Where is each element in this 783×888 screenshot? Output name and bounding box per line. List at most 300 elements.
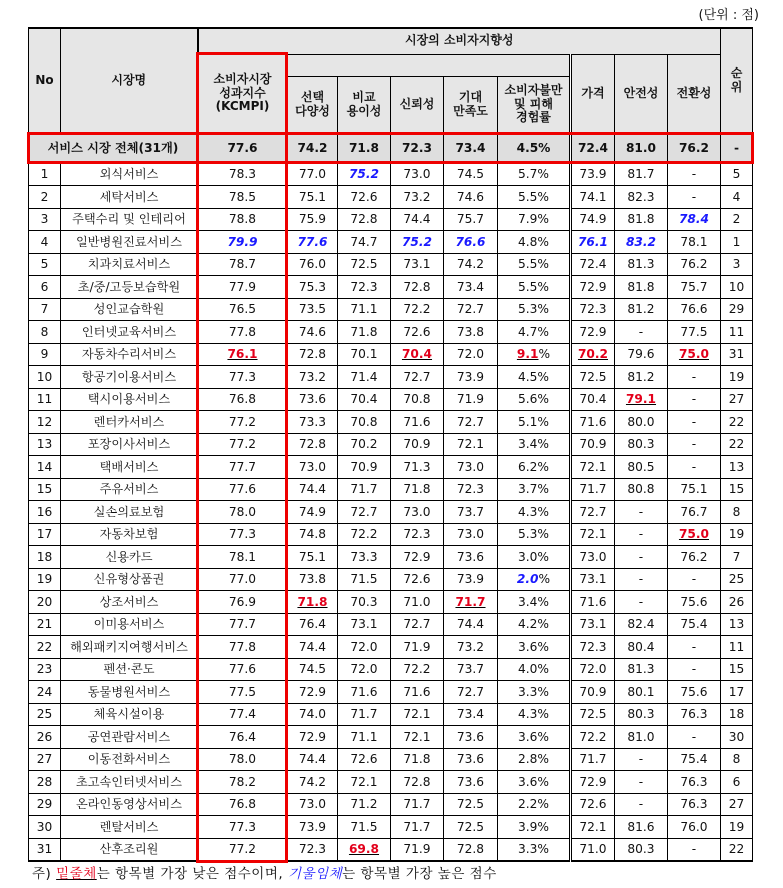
score-cell: 70.3	[338, 591, 391, 614]
rank-cell: 1	[721, 231, 753, 254]
score-cell: 73.9	[444, 366, 498, 389]
market-name: 초고속인터넷서비스	[61, 771, 198, 794]
score-cell: 76.4	[288, 613, 338, 636]
highest-score: 79.9	[227, 234, 258, 249]
score-cell: 77.0	[288, 163, 338, 186]
total-label: 서비스 시장 전체(31개)	[29, 133, 198, 163]
score-cell: 4.0%	[498, 658, 571, 681]
score-cell: 72.5	[571, 703, 615, 726]
score-cell: 3.0%	[498, 546, 571, 569]
lowest-score: 71.7	[455, 594, 486, 609]
row-number: 26	[29, 726, 61, 749]
score-cell: 74.9	[288, 501, 338, 524]
score-cell: -	[615, 771, 668, 794]
score-cell: 74.7	[338, 231, 391, 254]
score-cell: 80.3	[615, 433, 668, 456]
score-cell: 71.8	[391, 478, 444, 501]
score-cell: 3.4%	[498, 591, 571, 614]
table-row	[29, 366, 753, 389]
row-number: 29	[29, 793, 61, 816]
footnote-highest-term: 기울임체	[287, 866, 343, 882]
kcmpi-cell: 76.9	[198, 591, 288, 614]
score-cell: 2.0%	[498, 568, 571, 591]
kcmpi-cell: 77.2	[198, 433, 288, 456]
table-row	[29, 186, 753, 209]
score-cell: 75.6	[668, 681, 721, 704]
score-cell: -	[615, 501, 668, 524]
score-cell: -	[668, 456, 721, 479]
table-row	[29, 681, 753, 704]
score-cell: 71.7	[571, 478, 615, 501]
header-kcmpi: 소비자시장 성과지수 (KCMPI)	[198, 54, 288, 133]
score-cell: 82.4	[615, 613, 668, 636]
table-row	[29, 636, 753, 659]
row-number: 25	[29, 703, 61, 726]
kcmpi-cell: 77.7	[198, 456, 288, 479]
score-cell: 3.4%	[498, 433, 571, 456]
score-cell: -	[615, 793, 668, 816]
row-number: 28	[29, 771, 61, 794]
highest-score: 76.6	[455, 234, 486, 249]
score-cell: 72.8	[444, 838, 498, 861]
score-cell: 72.9	[288, 681, 338, 704]
score-cell: 72.6	[338, 748, 391, 771]
score-cell: 73.2	[444, 636, 498, 659]
score-cell: 3.7%	[498, 478, 571, 501]
score-cell: 70.9	[338, 456, 391, 479]
market-rows	[29, 163, 753, 861]
score-cell: -	[668, 366, 721, 389]
score-cell: 70.2	[338, 433, 391, 456]
score-cell	[668, 343, 721, 366]
score-cell: 72.2	[338, 523, 391, 546]
score-cell: 73.4	[444, 276, 498, 299]
score-cell: 75.3	[288, 276, 338, 299]
score-cell: 2.2%	[498, 793, 571, 816]
score-cell: 72.9	[391, 546, 444, 569]
table-row	[29, 478, 753, 501]
row-number: 14	[29, 456, 61, 479]
score-cell: -	[668, 388, 721, 411]
score-cell: 72.0	[338, 636, 391, 659]
score-cell: 74.9	[571, 208, 615, 231]
rank-cell: 19	[721, 366, 753, 389]
score-cell: 75.7	[444, 208, 498, 231]
market-name: 렌탈서비스	[61, 816, 198, 839]
footnote: 주) 밑줄체는 항목별 가장 낮은 점수이며, 기울임체는 항목별 가장 높은 점수	[32, 866, 497, 882]
score-cell: 71.1	[338, 726, 391, 749]
score-cell: 82.3	[615, 186, 668, 209]
market-name: 자동차수리서비스	[61, 343, 198, 366]
rank-cell: 15	[721, 478, 753, 501]
rank-cell: 15	[721, 658, 753, 681]
score-cell: 71.7	[571, 748, 615, 771]
highest-score: 2.0	[516, 572, 539, 587]
score-cell: 72.7	[391, 613, 444, 636]
table-row	[29, 388, 753, 411]
row-number: 20	[29, 591, 61, 614]
total-rank: -	[721, 133, 753, 163]
score-cell	[444, 231, 498, 254]
score-cell: -	[615, 546, 668, 569]
score-cell: 71.6	[338, 681, 391, 704]
lowest-score: 70.4	[401, 347, 433, 362]
score-cell: 3.6%	[498, 771, 571, 794]
rank-cell: 17	[721, 681, 753, 704]
score-cell: 3.6%	[498, 726, 571, 749]
rank-cell: 10	[721, 276, 753, 299]
row-number: 24	[29, 681, 61, 704]
lowest-score: 71.8	[297, 594, 328, 609]
table-row	[29, 703, 753, 726]
score-cell: -	[615, 591, 668, 614]
score-cell: 81.7	[615, 163, 668, 186]
score-cell: 71.1	[338, 298, 391, 321]
row-number: 19	[29, 568, 61, 591]
score-cell: 73.0	[444, 523, 498, 546]
rank-cell: 11	[721, 636, 753, 659]
score-cell: 81.6	[615, 816, 668, 839]
score-cell: 73.0	[444, 456, 498, 479]
score-cell: 72.8	[338, 208, 391, 231]
score-cell: 81.0	[615, 726, 668, 749]
score-cell: 71.9	[391, 636, 444, 659]
score-cell: 75.4	[668, 748, 721, 771]
rank-cell: 19	[721, 523, 753, 546]
score-cell: 80.3	[615, 703, 668, 726]
lowest-score: 75.0	[678, 527, 710, 542]
market-name: 인터넷교육서비스	[61, 321, 198, 344]
kcmpi-cell: 78.1	[198, 546, 288, 569]
score-cell: 73.6	[444, 546, 498, 569]
score-cell: 76.2	[668, 546, 721, 569]
rank-cell: 2	[721, 208, 753, 231]
kcmpi-cell: 77.2	[198, 838, 288, 861]
score-cell: 74.6	[444, 186, 498, 209]
score-cell	[288, 591, 338, 614]
score-cell: 73.1	[571, 568, 615, 591]
table-row	[29, 163, 753, 186]
score-cell: 5.6%	[498, 388, 571, 411]
score-cell: 75.4	[668, 613, 721, 636]
header-choice-diversity: 선택 다양성	[288, 76, 338, 133]
row-number: 3	[29, 208, 61, 231]
row-number: 12	[29, 411, 61, 434]
total-cell: 4.5%	[498, 133, 571, 163]
score-cell: 73.6	[444, 726, 498, 749]
score-cell: 72.9	[571, 276, 615, 299]
highest-score: 77.6	[297, 234, 328, 249]
kcmpi-cell: 76.8	[198, 793, 288, 816]
score-cell: -	[668, 568, 721, 591]
kcmpi-cell: 78.3	[198, 163, 288, 186]
score-cell: 5.5%	[498, 186, 571, 209]
score-cell: -	[668, 726, 721, 749]
score-cell: 79.6	[615, 343, 668, 366]
score-cell: 72.7	[338, 501, 391, 524]
table-row	[29, 343, 753, 366]
rank-cell: 27	[721, 388, 753, 411]
score-cell: 71.2	[338, 793, 391, 816]
score-cell	[391, 343, 444, 366]
score-cell: -	[615, 321, 668, 344]
kcmpi-cell: 77.4	[198, 703, 288, 726]
rank-cell: 27	[721, 793, 753, 816]
market-name: 산후조리원	[61, 838, 198, 861]
row-number: 21	[29, 613, 61, 636]
score-cell: 71.6	[571, 591, 615, 614]
market-name: 항공기이용서비스	[61, 366, 198, 389]
score-cell: 72.1	[338, 771, 391, 794]
score-cell: 72.5	[444, 816, 498, 839]
header-price: 가격	[571, 54, 615, 133]
score-cell: 4.8%	[498, 231, 571, 254]
score-cell: 9.1%	[498, 343, 571, 366]
score-cell: -	[668, 163, 721, 186]
score-cell	[668, 523, 721, 546]
total-cell: 73.4	[444, 133, 498, 163]
row-number: 18	[29, 546, 61, 569]
market-name: 온라인동영상서비스	[61, 793, 198, 816]
score-cell: 4.2%	[498, 613, 571, 636]
market-name: 주택수리 및 인테리어	[61, 208, 198, 231]
table-row	[29, 546, 753, 569]
score-cell: 74.2	[288, 771, 338, 794]
market-name: 일반병원진료서비스	[61, 231, 198, 254]
score-cell: 3.3%	[498, 838, 571, 861]
lowest-score: 75.0	[678, 347, 710, 362]
rank-cell: 8	[721, 748, 753, 771]
kcmpi-cell: 78.5	[198, 186, 288, 209]
lowest-score: 9.1	[516, 347, 539, 362]
score-cell: 71.7	[338, 478, 391, 501]
score-cell: 72.8	[288, 433, 338, 456]
score-cell: 76.7	[668, 501, 721, 524]
rank-cell: 26	[721, 591, 753, 614]
table-row	[29, 433, 753, 456]
total-cell: 72.3	[391, 133, 444, 163]
score-cell: 72.5	[444, 793, 498, 816]
kcmpi-cell: 77.7	[198, 613, 288, 636]
kcmpi-table	[28, 27, 753, 862]
kcmpi-cell: 78.8	[198, 208, 288, 231]
score-cell: 73.0	[391, 163, 444, 186]
kcmpi-cell: 78.0	[198, 501, 288, 524]
kcmpi-cell: 76.4	[198, 726, 288, 749]
rank-cell: 19	[721, 816, 753, 839]
row-number: 13	[29, 433, 61, 456]
table-row	[29, 253, 753, 276]
kcmpi-cell: 77.3	[198, 816, 288, 839]
score-cell: 73.3	[338, 546, 391, 569]
row-number: 16	[29, 501, 61, 524]
score-cell: 72.6	[391, 321, 444, 344]
score-cell: 72.7	[571, 501, 615, 524]
score-cell: 70.8	[391, 388, 444, 411]
kcmpi-cell: 77.5	[198, 681, 288, 704]
score-cell: -	[668, 658, 721, 681]
market-name: 택배서비스	[61, 456, 198, 479]
score-cell: 2.8%	[498, 748, 571, 771]
score-cell: 73.9	[571, 163, 615, 186]
score-cell: 76.2	[668, 253, 721, 276]
kcmpi-cell: 77.6	[198, 658, 288, 681]
score-cell: 72.6	[338, 186, 391, 209]
score-cell	[338, 838, 391, 861]
header-damage-rate: 소비자불만 및 피해 경험률	[498, 76, 571, 133]
score-cell: 6.2%	[498, 456, 571, 479]
score-cell: 72.2	[571, 726, 615, 749]
highest-score: 78.4	[678, 212, 710, 227]
score-cell: 72.6	[391, 568, 444, 591]
highest-score: 75.2	[348, 167, 380, 182]
rank-cell: 30	[721, 726, 753, 749]
unit-label: (단위 : 점)	[698, 8, 759, 23]
score-cell: 75.1	[288, 186, 338, 209]
rank-cell: 22	[721, 411, 753, 434]
score-cell: 80.8	[615, 478, 668, 501]
score-cell: 81.3	[615, 658, 668, 681]
score-cell: 73.6	[288, 388, 338, 411]
rank-cell: 5	[721, 163, 753, 186]
score-cell: 72.4	[571, 253, 615, 276]
kcmpi-cell: 76.8	[198, 388, 288, 411]
table-row	[29, 568, 753, 591]
score-cell: 73.0	[391, 501, 444, 524]
score-cell: 71.3	[391, 456, 444, 479]
market-name: 신용카드	[61, 546, 198, 569]
score-cell: 72.8	[288, 343, 338, 366]
score-cell: 74.4	[444, 613, 498, 636]
kcmpi-cell: 77.8	[198, 636, 288, 659]
kcmpi-cell	[198, 343, 288, 366]
score-cell: 71.7	[391, 816, 444, 839]
score-cell: 76.6	[668, 298, 721, 321]
score-cell: 81.8	[615, 276, 668, 299]
score-cell: 74.4	[288, 478, 338, 501]
score-cell: 73.0	[571, 546, 615, 569]
row-number: 10	[29, 366, 61, 389]
score-cell: 75.6	[668, 591, 721, 614]
table-row	[29, 793, 753, 816]
market-name: 택시이용서비스	[61, 388, 198, 411]
score-cell: 81.3	[615, 253, 668, 276]
market-name: 이동전화서비스	[61, 748, 198, 771]
score-cell: 72.1	[571, 523, 615, 546]
kcmpi-cell: 78.0	[198, 748, 288, 771]
score-cell: -	[668, 838, 721, 861]
score-cell: 72.1	[444, 433, 498, 456]
header-rank: 순 위	[721, 28, 753, 133]
table-row	[29, 321, 753, 344]
row-number: 22	[29, 636, 61, 659]
score-cell: 72.9	[288, 726, 338, 749]
header-market-name: 시장명	[61, 28, 198, 133]
header-switching: 전환성	[668, 54, 721, 133]
kcmpi-cell	[198, 231, 288, 254]
market-name: 상조서비스	[61, 591, 198, 614]
score-cell: 4.5%	[498, 366, 571, 389]
kcmpi-cell: 76.5	[198, 298, 288, 321]
row-number: 17	[29, 523, 61, 546]
score-cell	[288, 231, 338, 254]
score-cell: 72.6	[571, 793, 615, 816]
row-number: 4	[29, 231, 61, 254]
score-cell: 72.7	[444, 298, 498, 321]
market-name: 세탁서비스	[61, 186, 198, 209]
score-cell: 73.1	[391, 253, 444, 276]
score-cell: 71.8	[391, 748, 444, 771]
header-no: No	[29, 28, 61, 133]
score-cell: 73.8	[444, 321, 498, 344]
lowest-score: 76.1	[227, 347, 258, 362]
market-name: 체육시설이용	[61, 703, 198, 726]
score-cell: 3.9%	[498, 816, 571, 839]
score-cell: 72.0	[444, 343, 498, 366]
row-number: 31	[29, 838, 61, 861]
row-number: 30	[29, 816, 61, 839]
score-cell	[615, 231, 668, 254]
market-name: 동물병원서비스	[61, 681, 198, 704]
score-cell: -	[668, 433, 721, 456]
table-row	[29, 456, 753, 479]
score-cell: 74.0	[288, 703, 338, 726]
rank-cell: 8	[721, 501, 753, 524]
score-cell: -	[615, 748, 668, 771]
score-cell: 72.3	[338, 276, 391, 299]
table-row	[29, 276, 753, 299]
score-cell: 72.3	[288, 838, 338, 861]
score-cell: 70.9	[571, 681, 615, 704]
score-cell: 74.4	[288, 748, 338, 771]
kcmpi-cell: 77.2	[198, 411, 288, 434]
score-cell: 72.1	[571, 816, 615, 839]
score-cell: 80.3	[615, 838, 668, 861]
score-cell: 72.2	[391, 298, 444, 321]
kcmpi-cell: 77.8	[198, 321, 288, 344]
rank-cell: 11	[721, 321, 753, 344]
score-cell: -	[615, 523, 668, 546]
score-cell: 73.1	[571, 613, 615, 636]
score-cell: 75.7	[668, 276, 721, 299]
score-cell: 5.1%	[498, 411, 571, 434]
header-comparison-ease: 비교 용이성	[338, 76, 391, 133]
score-cell	[571, 231, 615, 254]
score-cell: 71.7	[338, 703, 391, 726]
highest-score: 75.2	[401, 234, 433, 249]
score-cell: 71.6	[391, 681, 444, 704]
rank-cell: 18	[721, 703, 753, 726]
kcmpi-cell: 77.0	[198, 568, 288, 591]
score-cell: 75.9	[288, 208, 338, 231]
total-row	[29, 133, 753, 163]
market-name: 주유서비스	[61, 478, 198, 501]
score-cell: 71.5	[338, 816, 391, 839]
score-cell: 71.6	[571, 411, 615, 434]
rank-cell: 29	[721, 298, 753, 321]
row-number: 27	[29, 748, 61, 771]
rank-cell: 22	[721, 433, 753, 456]
rank-cell: 6	[721, 771, 753, 794]
score-cell: 72.8	[391, 276, 444, 299]
market-name: 실손의료보험	[61, 501, 198, 524]
score-cell: 5.3%	[498, 298, 571, 321]
market-name: 치과치료서비스	[61, 253, 198, 276]
total-cell: 74.2	[288, 133, 338, 163]
score-cell: 73.5	[288, 298, 338, 321]
row-number: 9	[29, 343, 61, 366]
table-row	[29, 501, 753, 524]
